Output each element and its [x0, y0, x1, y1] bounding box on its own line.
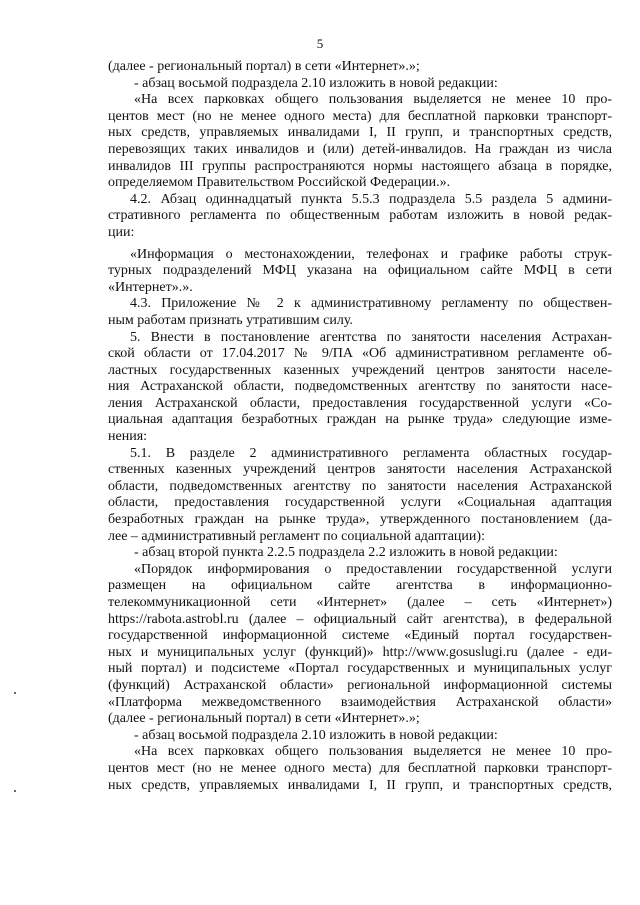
text-line: ния Астраханской области, подведомственных агентству по занятости насе-: [108, 379, 612, 395]
text-line: «На всех парковках общего пользования выделяется не менее 10 про-: [134, 744, 612, 760]
text-line: центов мест (но не менее одного места) для бесплатной парковки транспорт-: [108, 108, 612, 124]
text-line: стративного регламента по общественным работам изложить в новой редак-: [108, 208, 612, 224]
text-line: https://rabota.astrobl.ru (далее – официальный сайт агентства), в федеральной: [108, 611, 612, 627]
text-line: - абзац второй пункта 2.2.5 подраздела 2.2 изложить в новой редакции:: [134, 545, 558, 561]
text-line: центов мест (но не менее одного места) для бесплатной парковки транспорт-: [108, 760, 612, 776]
text-line: ным работам признать утратившим силу.: [108, 312, 353, 328]
text-line: (далее - региональный портал) в сети «Интернет».»;: [108, 59, 420, 74]
text-line: «Интернет».».: [108, 279, 193, 295]
margin-mark: [14, 692, 16, 694]
text-line: (далее - региональный портал) в сети «Интернет».»;: [108, 711, 420, 727]
text-line: нения:: [108, 429, 148, 445]
text-line: безработных граждан на рынке труда», утвержденного постановлением (да-: [108, 512, 612, 528]
text-line: ных и муниципальных услуг (функций)» http://www.gosuslugi.ru (далее - еди-: [108, 644, 612, 660]
text-line: - абзац восьмой подраздела 2.10 изложить в новой редакции:: [134, 75, 498, 91]
text-line: ластных государственных казенных учреждений центров занятости населе-: [108, 362, 612, 378]
text-line: размещен на официальном сайте агентства в информационно-: [108, 578, 612, 594]
text-line: циальная адаптация безработных граждан на рынке труда» следующие изме-: [108, 412, 612, 428]
text-line: государственной информационной системе «Единый портал государствен-: [108, 628, 612, 644]
margin-mark: [14, 790, 16, 792]
text-line: 5.1. В разделе 2 административного регламента областных государ-: [130, 445, 612, 461]
text-line: телекоммуникационной сети «Интернет» (далее – сеть «Интернет»): [108, 595, 612, 610]
text-line: инвалидов III группы распространяются нормы настоящего абзаца в порядке,: [108, 158, 612, 174]
text-line: (функций) Астраханской области» региональной информационной системы: [108, 677, 612, 693]
text-line: перевозящих таких инвалидов и (или) детей-инвалидов. На граждан из числа: [108, 141, 612, 157]
text-line: «Порядок информирования о предоставлении государственной услуги: [134, 561, 612, 577]
text-line: ный портал) и подсистеме «Портал государственных и муниципальных услуг: [108, 661, 612, 677]
text-line: ственных казенных учреждений центров занятости населения Астраханской: [108, 462, 612, 478]
text-line: ных средств, управляемых инвалидами I, II групп, и транспортных средств,: [108, 125, 612, 141]
text-line: 5. Внести в постановление агентства по занятости населения Астрахан-: [130, 329, 612, 345]
text-line: определяемом Правительством Российской Федерации.».: [108, 175, 451, 191]
text-line: 4.2. Абзац одиннадцатый пункта 5.5.3 подраздела 5.5 раздела 5 админи-: [130, 191, 612, 207]
text-line: области, подведомственных агентству по занятости населения Астраханской: [108, 478, 612, 494]
text-line: «Информация о местонахождении, телефонах и графике работы струк-: [130, 246, 612, 262]
text-line: - абзац восьмой подраздела 2.10 изложить в новой редакции:: [134, 727, 498, 743]
text-line: лее – административный регламент по социальной адаптации):: [108, 528, 485, 544]
text-line: ции:: [108, 224, 135, 240]
text-line: турных подразделений МФЦ указана на официальном сайте МФЦ в сети: [108, 263, 612, 279]
text-line: ных средств, управляемых инвалидами I, II групп, и транспортных средств,: [108, 777, 612, 793]
text-line: ления Астраханской области, предоставления государственной услуги «Со-: [108, 395, 612, 411]
text-line: «На всех парковках общего пользования выделяется не менее 10 про-: [134, 92, 612, 108]
text-line: области, предоставления государственной услуги «Социальная адаптация: [108, 495, 612, 511]
text-line: «Платформа межведомственного взаимодействия Астраханской области»: [108, 694, 612, 710]
page-number: 5: [316, 36, 324, 51]
document-body: [108, 59, 612, 794]
text-line: 4.3. Приложение № 2 к административному регламенту по обществен-: [130, 296, 612, 312]
text-line: ской области от 17.04.2017 № 9/ПА «Об административном регламенте об-: [108, 346, 612, 362]
